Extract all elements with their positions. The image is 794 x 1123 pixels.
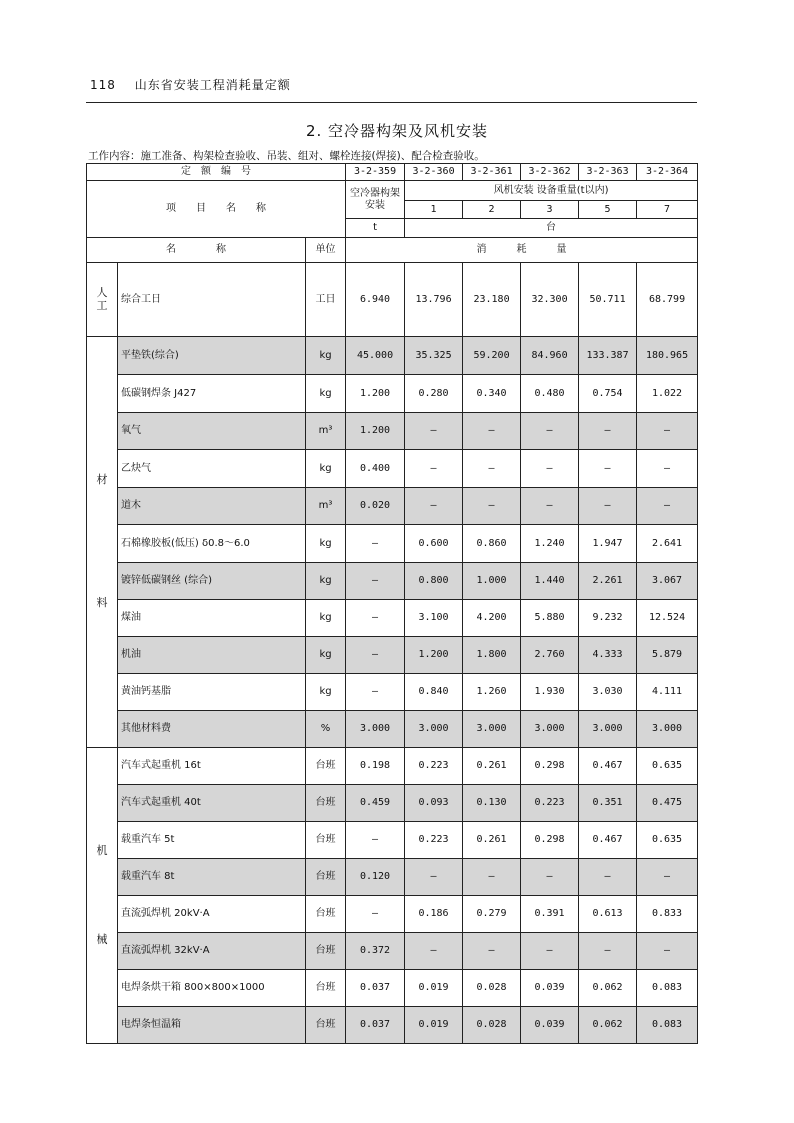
table-row <box>87 413 698 450</box>
consumption-value: 180.965 <box>637 337 698 375</box>
consumption-value: 68.799 <box>637 263 698 337</box>
consumption-value: — <box>405 933 463 970</box>
consumption-value: 3.000 <box>521 711 579 748</box>
consumption-value: — <box>405 450 463 488</box>
consumption-value: 0.372 <box>346 933 405 970</box>
consumption-value: — <box>463 450 521 488</box>
category-char: 料 <box>96 596 108 610</box>
item-name: 直流弧焊机 20kV·A <box>118 896 306 933</box>
consumption-value: 1.022 <box>637 375 698 413</box>
consumption-value: — <box>463 413 521 450</box>
table-row <box>87 525 698 563</box>
consumption-value: — <box>637 933 698 970</box>
consumption-value: 0.120 <box>346 859 405 896</box>
consumption-value: 1.200 <box>346 413 405 450</box>
fan-group-header: 风机安装 设备重量(t以内) <box>405 181 698 201</box>
consumption-value: 0.391 <box>521 896 579 933</box>
consumption-value: 3.000 <box>346 711 405 748</box>
item-name: 煤油 <box>118 600 306 637</box>
name-column-header: 名 称 <box>87 238 306 263</box>
item-name: 电焊条恒温箱 <box>118 1007 306 1044</box>
item-unit: 台班 <box>306 822 346 859</box>
unit-tai: 台 <box>405 219 698 238</box>
unit-t: t <box>346 219 405 238</box>
consumption-value: — <box>521 859 579 896</box>
item-unit: kg <box>306 337 346 375</box>
item-unit: 台班 <box>306 859 346 896</box>
consumption-value: 0.860 <box>463 525 521 563</box>
table-row <box>87 263 698 337</box>
consumption-value: 1.930 <box>521 674 579 711</box>
item-name: 镀锌低碳钢丝 (综合) <box>118 563 306 600</box>
table-row <box>87 822 698 859</box>
consumption-value: — <box>521 933 579 970</box>
consumption-value: 9.232 <box>579 600 637 637</box>
consumption-value: — <box>405 413 463 450</box>
page-number: 118 <box>90 78 116 92</box>
item-unit: kg <box>306 674 346 711</box>
item-name: 黄油钙基脂 <box>118 674 306 711</box>
consumption-value: 0.459 <box>346 785 405 822</box>
item-unit: 台班 <box>306 970 346 1007</box>
consumption-value: 1.440 <box>521 563 579 600</box>
item-unit: m³ <box>306 488 346 525</box>
section-title: 2. 空冷器构架及风机安装 <box>305 122 489 140</box>
category-machinery <box>87 748 118 1044</box>
consumption-value: 4.111 <box>637 674 698 711</box>
item-unit: 台班 <box>306 1007 346 1044</box>
item-name: 平垫铁(综合) <box>118 337 306 375</box>
consumption-value: 1.240 <box>521 525 579 563</box>
consumption-value: 0.840 <box>405 674 463 711</box>
consumption-value: 1.260 <box>463 674 521 711</box>
item-unit: kg <box>306 375 346 413</box>
consumption-value: 84.960 <box>521 337 579 375</box>
category-char: 机 <box>96 843 108 857</box>
consumption-value: 0.280 <box>405 375 463 413</box>
consumption-value: 0.028 <box>463 1007 521 1044</box>
consumption-value: 0.800 <box>405 563 463 600</box>
consumption-value: 13.796 <box>405 263 463 337</box>
item-name: 载重汽车 8t <box>118 859 306 896</box>
consumption-value: — <box>463 488 521 525</box>
item-name: 氧气 <box>118 413 306 450</box>
consumption-value: — <box>521 413 579 450</box>
consumption-value: 0.467 <box>579 748 637 785</box>
item-name: 道木 <box>118 488 306 525</box>
consumption-value: 1.947 <box>579 525 637 563</box>
item-name: 汽车式起重机 16t <box>118 748 306 785</box>
category-char: 械 <box>96 932 108 946</box>
item-unit: 台班 <box>306 785 346 822</box>
consumption-value: 3.000 <box>463 711 521 748</box>
consumption-value: 5.880 <box>521 600 579 637</box>
consumption-value: 133.387 <box>579 337 637 375</box>
consumption-value: 2.261 <box>579 563 637 600</box>
consumption-value: 0.223 <box>521 785 579 822</box>
consumption-value: — <box>346 637 405 674</box>
consumption-value: — <box>579 450 637 488</box>
table-row <box>87 933 698 970</box>
consumption-value: — <box>346 563 405 600</box>
consumption-value: 45.000 <box>346 337 405 375</box>
consumption-value: 0.635 <box>637 748 698 785</box>
page-header <box>90 76 291 93</box>
table-row <box>87 337 698 375</box>
table-row <box>87 711 698 748</box>
consumption-value: 35.325 <box>405 337 463 375</box>
consumption-value: — <box>579 413 637 450</box>
consumption-value: — <box>637 450 698 488</box>
consumption-value: — <box>637 488 698 525</box>
consumption-value: 0.833 <box>637 896 698 933</box>
table-row <box>87 1007 698 1044</box>
table-row <box>87 488 698 525</box>
consumption-value: 0.475 <box>637 785 698 822</box>
consumption-value: — <box>405 488 463 525</box>
consumption-value: — <box>637 413 698 450</box>
consumption-value: — <box>463 933 521 970</box>
consumption-value: 0.039 <box>521 970 579 1007</box>
consumption-value: 59.200 <box>463 337 521 375</box>
consumption-value: 0.467 <box>579 822 637 859</box>
consumption-value: 0.019 <box>405 970 463 1007</box>
consumption-value: 1.200 <box>405 637 463 674</box>
header-rule <box>86 102 697 103</box>
consumption-value: 0.261 <box>463 822 521 859</box>
table-row <box>87 637 698 674</box>
consumption-value: — <box>521 450 579 488</box>
consumption-value: 0.019 <box>405 1007 463 1044</box>
consumption-value: — <box>521 488 579 525</box>
item-unit: kg <box>306 600 346 637</box>
consumption-value: 0.613 <box>579 896 637 933</box>
consumption-value: — <box>579 488 637 525</box>
consumption-value: 0.062 <box>579 970 637 1007</box>
consumption-value: 50.711 <box>579 263 637 337</box>
consumption-value: 0.083 <box>637 970 698 1007</box>
quota-code: 3-2-362 <box>521 164 579 181</box>
consumption-value: 0.635 <box>637 822 698 859</box>
consumption-value: 0.351 <box>579 785 637 822</box>
item-unit: kg <box>306 637 346 674</box>
quota-code: 3-2-363 <box>579 164 637 181</box>
consumption-value: — <box>346 674 405 711</box>
consumption-value: 0.037 <box>346 970 405 1007</box>
consumption-value: 4.200 <box>463 600 521 637</box>
consumption-value: 3.067 <box>637 563 698 600</box>
item-name: 其他材料费 <box>118 711 306 748</box>
fan-weight: 7 <box>637 201 698 219</box>
category-char: 材 <box>96 473 108 487</box>
item-unit: 台班 <box>306 933 346 970</box>
consumption-value: 0.298 <box>521 748 579 785</box>
table-row <box>87 896 698 933</box>
consumption-value: 0.130 <box>463 785 521 822</box>
consumption-value: 0.093 <box>405 785 463 822</box>
table-row <box>87 859 698 896</box>
consumption-value: — <box>346 822 405 859</box>
item-unit: kg <box>306 450 346 488</box>
consumption-value: 0.400 <box>346 450 405 488</box>
category-labor <box>87 263 118 337</box>
work-content: 工作内容：施工准备、构架检查验收、吊装、组对、螺栓连接(焊接)、配合检查验收。 <box>88 150 485 162</box>
consumption-value: 1.000 <box>463 563 521 600</box>
consumption-value: — <box>346 600 405 637</box>
consumption-value: 3.100 <box>405 600 463 637</box>
consumption-value: 0.340 <box>463 375 521 413</box>
consumption-value: 0.223 <box>405 748 463 785</box>
item-name: 汽车式起重机 40t <box>118 785 306 822</box>
quota-table <box>86 163 698 1044</box>
item-unit: 工日 <box>306 263 346 337</box>
table-row <box>87 450 698 488</box>
consumption-value: — <box>579 859 637 896</box>
item-name: 机油 <box>118 637 306 674</box>
consumption-value: 3.000 <box>579 711 637 748</box>
consumption-value: 0.279 <box>463 896 521 933</box>
item-name: 电焊条烘干箱 800×800×1000 <box>118 970 306 1007</box>
consumption-value: 32.300 <box>521 263 579 337</box>
category-char: 工 <box>96 298 108 312</box>
consumption-value: — <box>463 859 521 896</box>
book-title: 山东省安装工程消耗量定额 <box>134 78 291 92</box>
consumption-value: 4.333 <box>579 637 637 674</box>
table-row <box>87 375 698 413</box>
fan-weight: 3 <box>521 201 579 219</box>
category-char: 人 <box>96 285 108 299</box>
table-row <box>87 970 698 1007</box>
consumption-value: 3.000 <box>637 711 698 748</box>
item-unit: 台班 <box>306 748 346 785</box>
fan-weight: 2 <box>463 201 521 219</box>
consumption-value: 0.083 <box>637 1007 698 1044</box>
category-materials <box>87 337 118 748</box>
consumption-value: 0.062 <box>579 1007 637 1044</box>
quota-code: 3-2-360 <box>405 164 463 181</box>
item-name: 低碳钢焊条 J427 <box>118 375 306 413</box>
consumption-value: 2.641 <box>637 525 698 563</box>
consumption-value: — <box>579 933 637 970</box>
consumption-value: 0.186 <box>405 896 463 933</box>
consumption-value: 6.940 <box>346 263 405 337</box>
consumption-value: — <box>637 859 698 896</box>
fan-weight: 5 <box>579 201 637 219</box>
consumption-value: — <box>346 525 405 563</box>
consumption-value: 23.180 <box>463 263 521 337</box>
consumption-value: 1.200 <box>346 375 405 413</box>
quota-code: 3-2-364 <box>637 164 698 181</box>
col1-header: 空冷器构架安装 <box>346 181 405 219</box>
item-name: 石棉橡胶板(低压) δ0.8～6.0 <box>118 525 306 563</box>
fan-weight: 1 <box>405 201 463 219</box>
item-unit: m³ <box>306 413 346 450</box>
item-name: 综合工日 <box>118 263 306 337</box>
item-name: 乙炔气 <box>118 450 306 488</box>
consumption-value: 12.524 <box>637 600 698 637</box>
consumption-value: 0.754 <box>579 375 637 413</box>
consumption-value: 0.020 <box>346 488 405 525</box>
table-row <box>87 674 698 711</box>
consumption-value: 0.198 <box>346 748 405 785</box>
item-unit: % <box>306 711 346 748</box>
consumption-value: 0.223 <box>405 822 463 859</box>
quota-code: 3-2-361 <box>463 164 521 181</box>
item-name-label: 项 目 名 称 <box>87 181 346 238</box>
item-unit: kg <box>306 563 346 600</box>
consumption-value: — <box>346 896 405 933</box>
consumption-value: 0.600 <box>405 525 463 563</box>
consumption-value: 0.480 <box>521 375 579 413</box>
consumption-header: 消 耗 量 <box>346 238 698 263</box>
consumption-value: 0.298 <box>521 822 579 859</box>
consumption-value: — <box>405 859 463 896</box>
item-name: 直流弧焊机 32kV·A <box>118 933 306 970</box>
table-row <box>87 563 698 600</box>
consumption-value: 0.037 <box>346 1007 405 1044</box>
item-unit: kg <box>306 525 346 563</box>
quota-code: 3-2-359 <box>346 164 405 181</box>
consumption-value: 0.028 <box>463 970 521 1007</box>
consumption-value: 3.030 <box>579 674 637 711</box>
unit-column-header: 单位 <box>306 238 346 263</box>
consumption-value: 1.800 <box>463 637 521 674</box>
item-unit: 台班 <box>306 896 346 933</box>
quota-no-label: 定 额 编 号 <box>87 164 346 181</box>
table-row <box>87 785 698 822</box>
consumption-value: 2.760 <box>521 637 579 674</box>
table-row <box>87 748 698 785</box>
table-row <box>87 600 698 637</box>
consumption-value: 0.261 <box>463 748 521 785</box>
consumption-value: 0.039 <box>521 1007 579 1044</box>
consumption-value: 5.879 <box>637 637 698 674</box>
item-name: 载重汽车 5t <box>118 822 306 859</box>
consumption-value: 3.000 <box>405 711 463 748</box>
